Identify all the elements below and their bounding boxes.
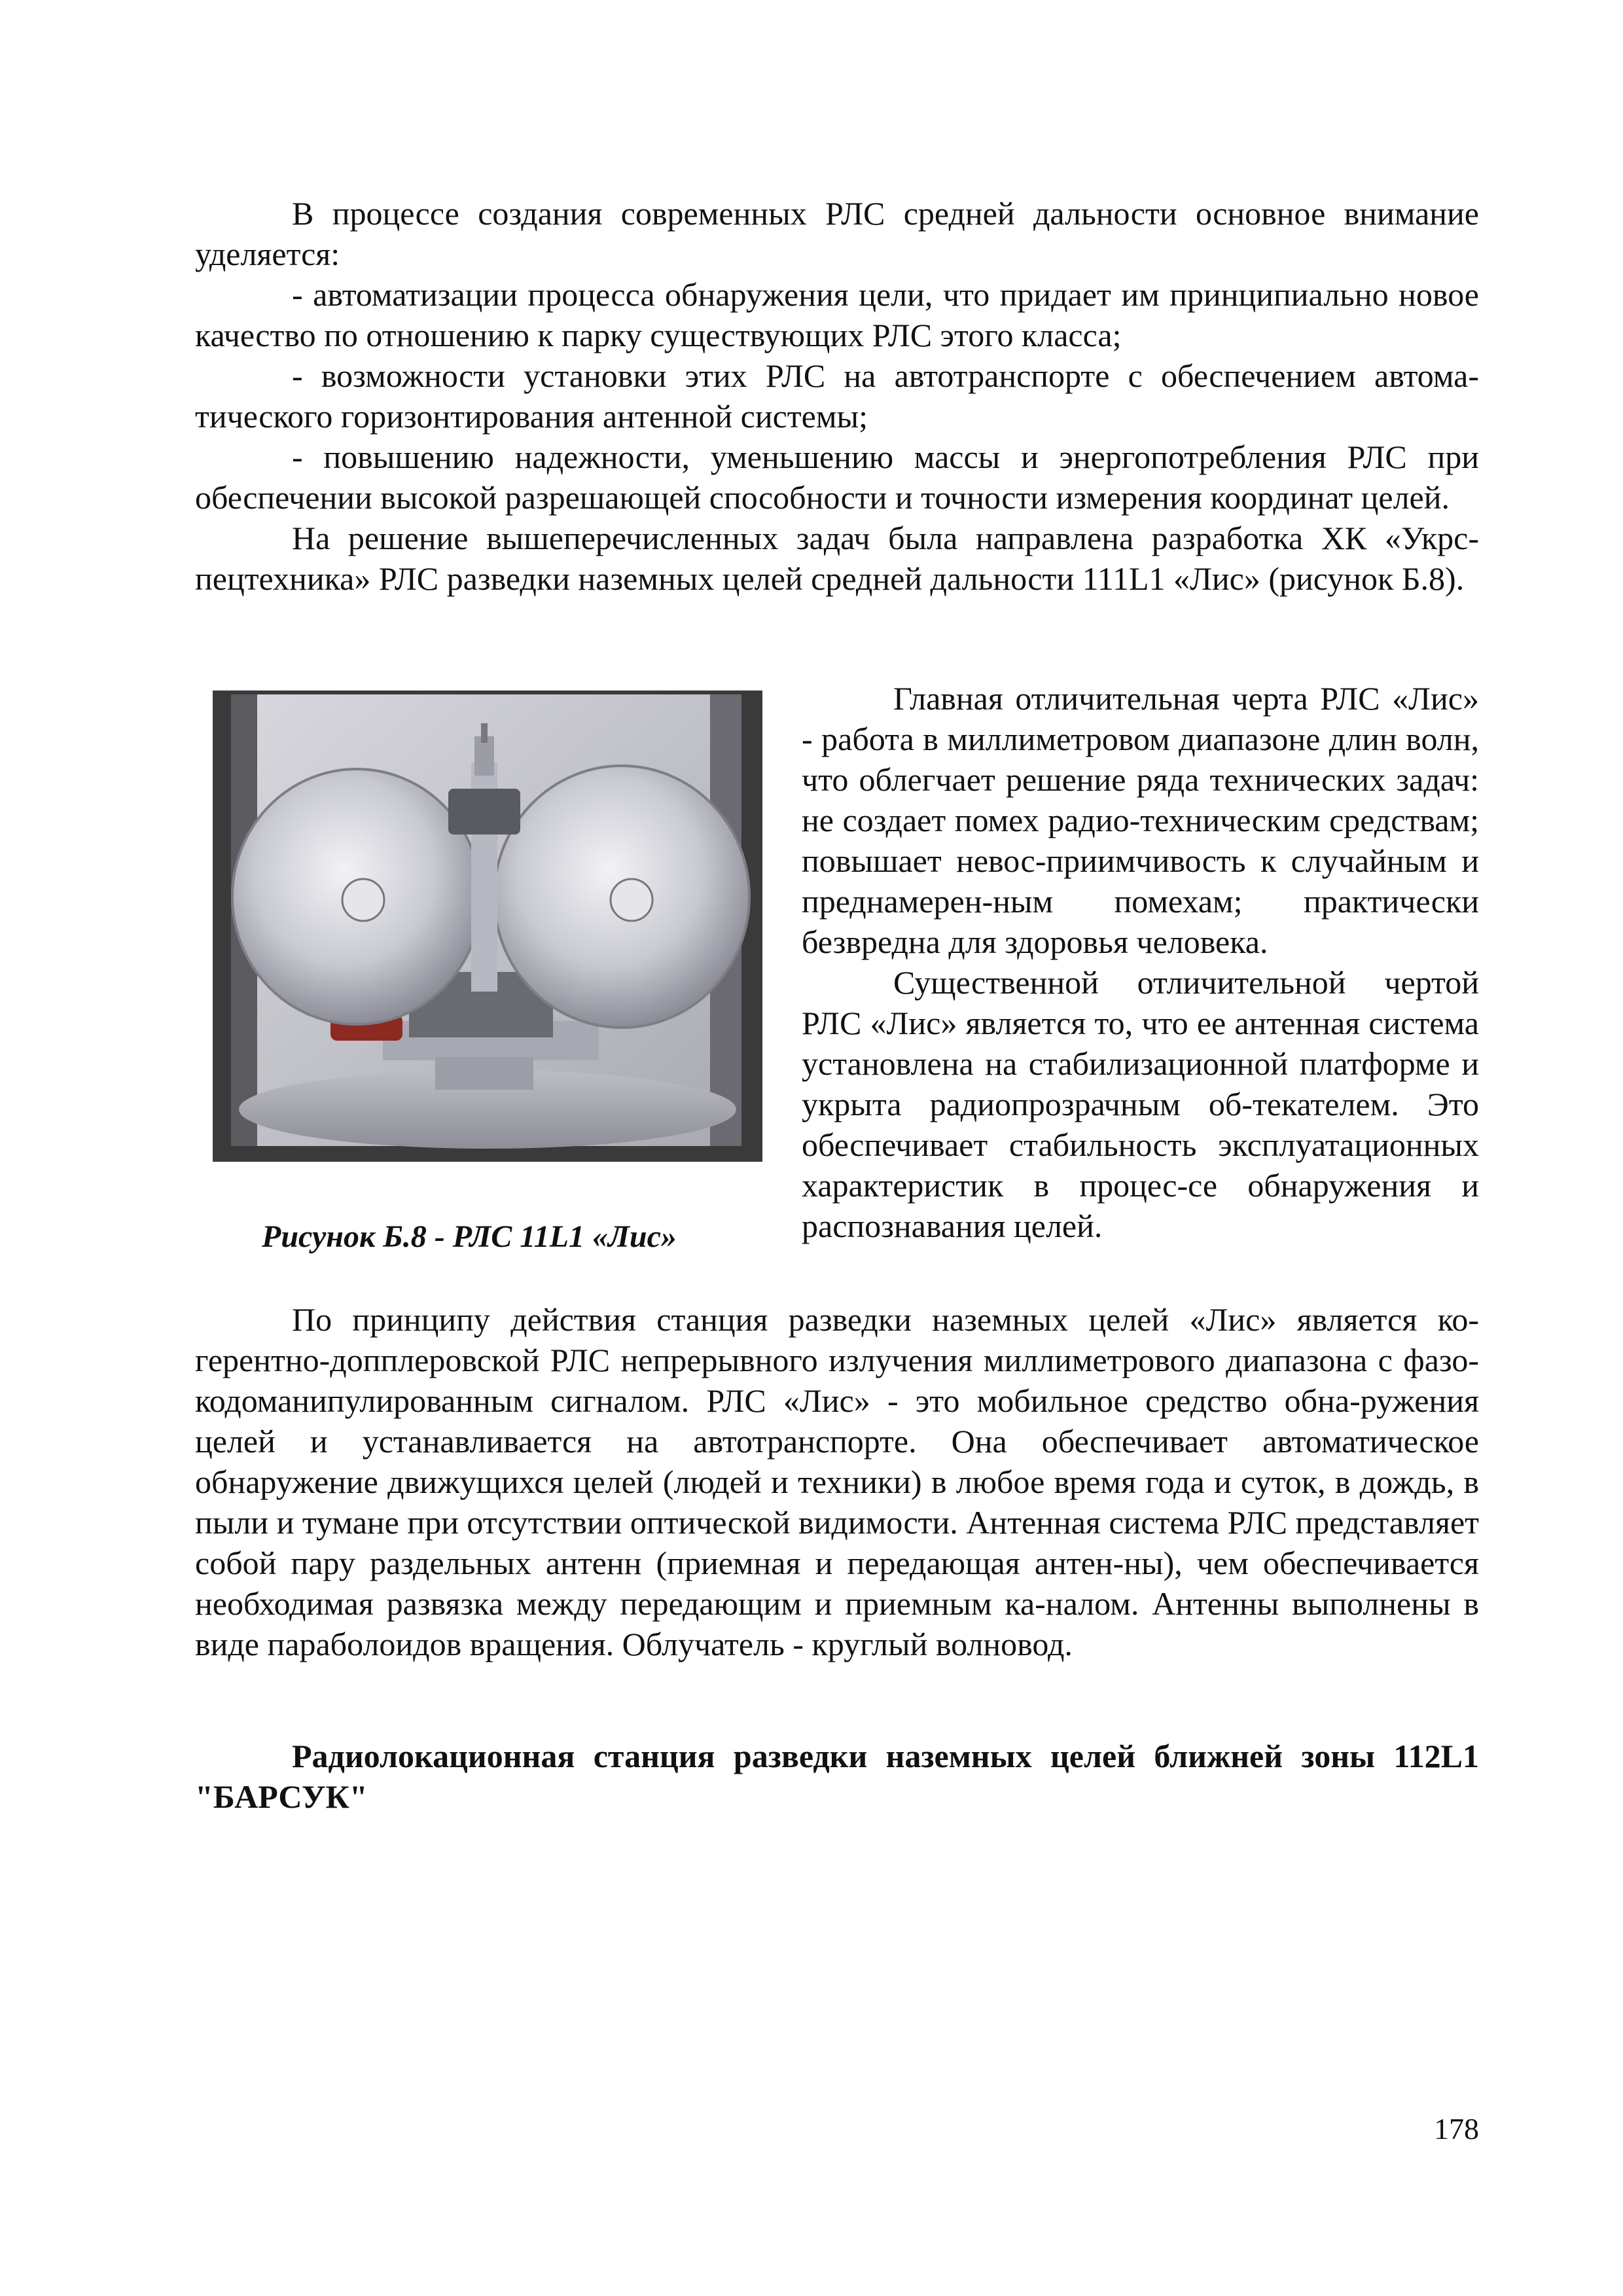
intro-section [195, 193, 1479, 599]
intro-list-item-1: - автоматизации процесса обнаружения цели, что придает им принципиально новое качество по отношению к парку существующих РЛС этого класса; [195, 276, 1479, 353]
page-number: 178 [1434, 2112, 1479, 2145]
body-section [195, 1299, 1479, 1664]
intro-paragraph-2: На решение вышеперечисленных задач была направлена разработка ХК «Укрс-пецтехника» РЛС разведки наземных целей средней дальности 111L1 «Лис» (рисунок Б.8). [195, 520, 1479, 597]
radar-photo-figure [213, 691, 762, 1162]
section-heading: Радиолокационная станция разведки наземных целей ближней зоны 112L1 "БАРСУК" [195, 1738, 1479, 1815]
side-paragraph-2: Существенной отличительной чертой РЛС «Лис» является то, что ее антенная система установлена на стабилизационной платформе и укрыта радиопрозрачным об-текателем. Это обеспечивает стабильность эксплуатационных характеристик в процес-се обнаружения и распознавания целей. [802, 964, 1479, 1244]
side-column [802, 678, 1479, 1246]
body-paragraph: По принципу действия станция разведки наземных целей «Лис» является ко-герентно-допплеровской РЛС непрерывного излучения миллиметрового диапазона с фазо-кодоманипулированным сигналом. РЛС «Лис» - это мобильное средство обна-ружения целей и устанавливается на автотранспорте. Она обеспечивает автоматическое обнаружение движущихся целей (людей и техники) в любое время года и суток, в дождь, в пыли и тумане при отсутствии оптической видимости. Антенная система РЛС представляет собой пару раздельных антенн (приемная и передающая антен-ны), чем обеспечивается необходимая развязка между передающим и приемным ка-налом. Антенны выполнены в виде параболоидов вращения. Облучатель - круглый волновод. [195, 1301, 1479, 1662]
radar-photo [213, 691, 762, 1162]
intro-list-item-3: - повышению надежности, уменьшению массы и энергопотребления РЛС при обеспечении высокой разрешающей способности и точности измерения координат целей. [195, 439, 1479, 516]
intro-list-item-2: - возможности установки этих РЛС на автотранспорте с обеспечением автома-тического горизонтирования антенной системы; [195, 357, 1479, 435]
intro-paragraph: В процессе создания современных РЛС средней дальности основное внимание уделяется: [195, 195, 1479, 272]
side-paragraph-1: Главная отличительная черта РЛС «Лис» - работа в миллиметровом диапазоне длин волн, что облегчает решение ряда технических задач: не создает помех радио-техническим средствам; повышает невос-приимчивость к случайным и преднамерен-ным помехам; практически безвредна для здоровья человека. [802, 680, 1479, 960]
figure-caption: Рисунок Б.8 - РЛС 11L1 «Лис» [262, 1219, 677, 1254]
